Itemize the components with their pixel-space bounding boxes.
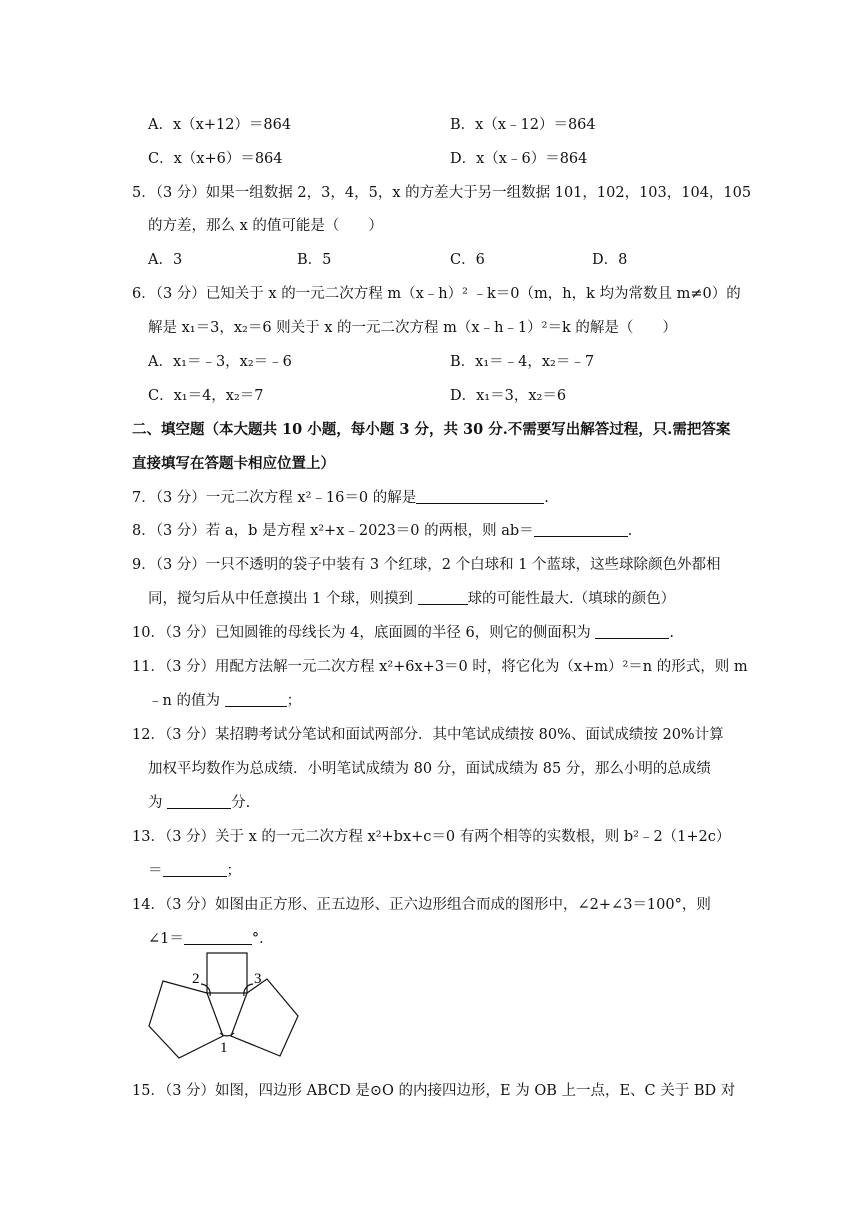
q6-option-a: A．x₁＝﹣3，x₂＝﹣6 xyxy=(148,354,292,370)
q7-end: . xyxy=(544,490,549,506)
q14-line2: ∠1＝ °． xyxy=(148,931,274,947)
q4-option-a: A．x（x+12）＝864 xyxy=(148,117,292,133)
q7 xyxy=(132,486,549,507)
q4-option-c: C．x（x+6）＝864 xyxy=(148,151,283,167)
q13-line1: 13．（3 分）关于 x 的一元二次方程 x²+bx+c＝0 有两个相等的实数根，则 b²﹣2（1+2c） xyxy=(132,829,731,845)
q14-answer-blank[interactable] xyxy=(184,930,252,945)
q6-option-c: C．x₁＝4，x₂＝7 xyxy=(148,388,264,404)
q8-end: . xyxy=(627,523,633,539)
q11-line2: ﹣n 的值为 ； xyxy=(148,693,302,709)
q5-option-c: C．6 xyxy=(450,252,485,268)
q12-line2: 加权平均数作为总成绩．小明笔试成绩为 80 分，面试成绩为 85 分，那么小明的总成绩 xyxy=(148,761,711,777)
q13-answer-blank[interactable] xyxy=(163,862,227,877)
section2-heading-line2: 直接填写在答题卡相应位置上） xyxy=(132,455,335,472)
q14-line1: 14．（3 分）如图由正方形、正五边形、正六边形组合而成的图形中，∠2+∠3＝100°，则 xyxy=(132,897,711,913)
q4-option-d: D．x（x﹣6）＝864 xyxy=(450,151,588,167)
q7-answer-blank[interactable] xyxy=(416,489,544,504)
q5-option-b: B．5 xyxy=(297,252,332,268)
label-1: 1 xyxy=(220,1040,228,1056)
q14-figure xyxy=(140,948,310,1068)
q9-line1: 9．（3 分）一只不透明的袋子中装有 3 个红球，2 个白球和 1 个蓝球，这些球除颜色外都相 xyxy=(132,557,721,573)
q6-option-d: D．x₁＝3，x₂＝6 xyxy=(450,388,567,404)
q5-line2: 的方差，那么 x 的值可能是（ ） xyxy=(148,218,383,234)
figure-square xyxy=(207,953,247,993)
q10-answer-blank[interactable] xyxy=(595,624,669,639)
q12-line1: 12．（3 分）某招聘考试分笔试和面试两部分．其中笔试成绩按 80%、面试成绩按 20%计算 xyxy=(132,727,724,743)
q5-option-d: D．8 xyxy=(592,252,628,268)
q15-line1: 15．（3 分）如图，四边形 ABCD 是⊙O 的内接四边形，E 为 OB 上一点，E、C 关于 BD 对 xyxy=(132,1083,736,1099)
q12-line3: 为 分. xyxy=(148,795,251,811)
angle-2-arc xyxy=(201,984,210,996)
q9-line2: 同，搅匀后从中任意摸出 1 个球，则摸到 球的可能性最大.（填球的颜色） xyxy=(148,591,676,607)
q7-text: 7．（3 分）一元二次方程 x²﹣16＝0 的解是 xyxy=(132,490,417,506)
q13-line2: ＝ ； xyxy=(148,863,241,879)
figure-right-pentagon xyxy=(231,979,298,1056)
q4-option-b: B．x（x﹣12）＝864 xyxy=(450,117,596,133)
q11-answer-blank[interactable] xyxy=(225,692,287,707)
q5-option-a: A．3 xyxy=(148,252,183,268)
q8-text: 8．（3 分）若 a，b 是方程 x²+x﹣2023＝0 的两根，则 ab＝ xyxy=(132,523,534,539)
q8-answer-blank[interactable] xyxy=(534,522,628,537)
section2-heading-line1: 二、填空题（本大题共 10 小题，每小题 3 分，共 30 分.不需要写出解答过程，只.需把答案 xyxy=(132,421,731,438)
q8 xyxy=(132,519,632,540)
label-3: 3 xyxy=(254,971,262,987)
q5-line1: 5．（3 分）如果一组数据 2，3，4，5，x 的方差大于另一组数据 101，102，103，104，105 xyxy=(132,185,752,201)
q6-option-b: B．x₁＝﹣4，x₂＝﹣7 xyxy=(450,354,595,370)
q11-line1: 11．（3 分）用配方法解一元二次方程 x²+6x+3＝0 时，将它化为（x+m）²＝n 的形式，则 m xyxy=(132,659,748,675)
q10: 10．（3 分）已知圆锥的母线长为 4，底面圆的半径 6，则它的侧面积为 . xyxy=(132,625,674,641)
q9-answer-blank[interactable] xyxy=(418,590,468,605)
q6-line1: 6．（3 分）已知关于 x 的一元二次方程 m（x﹣h）² ﹣k＝0（m，h，k 均为常数且 m≠0）的 xyxy=(132,286,741,302)
label-2: 2 xyxy=(192,971,200,987)
q6-line2: 解是 x₁＝3，x₂＝6 则关于 x 的一元二次方程 m（x﹣h﹣1）²＝k 的解是（ ） xyxy=(148,320,677,336)
q12-answer-blank[interactable] xyxy=(167,794,231,809)
